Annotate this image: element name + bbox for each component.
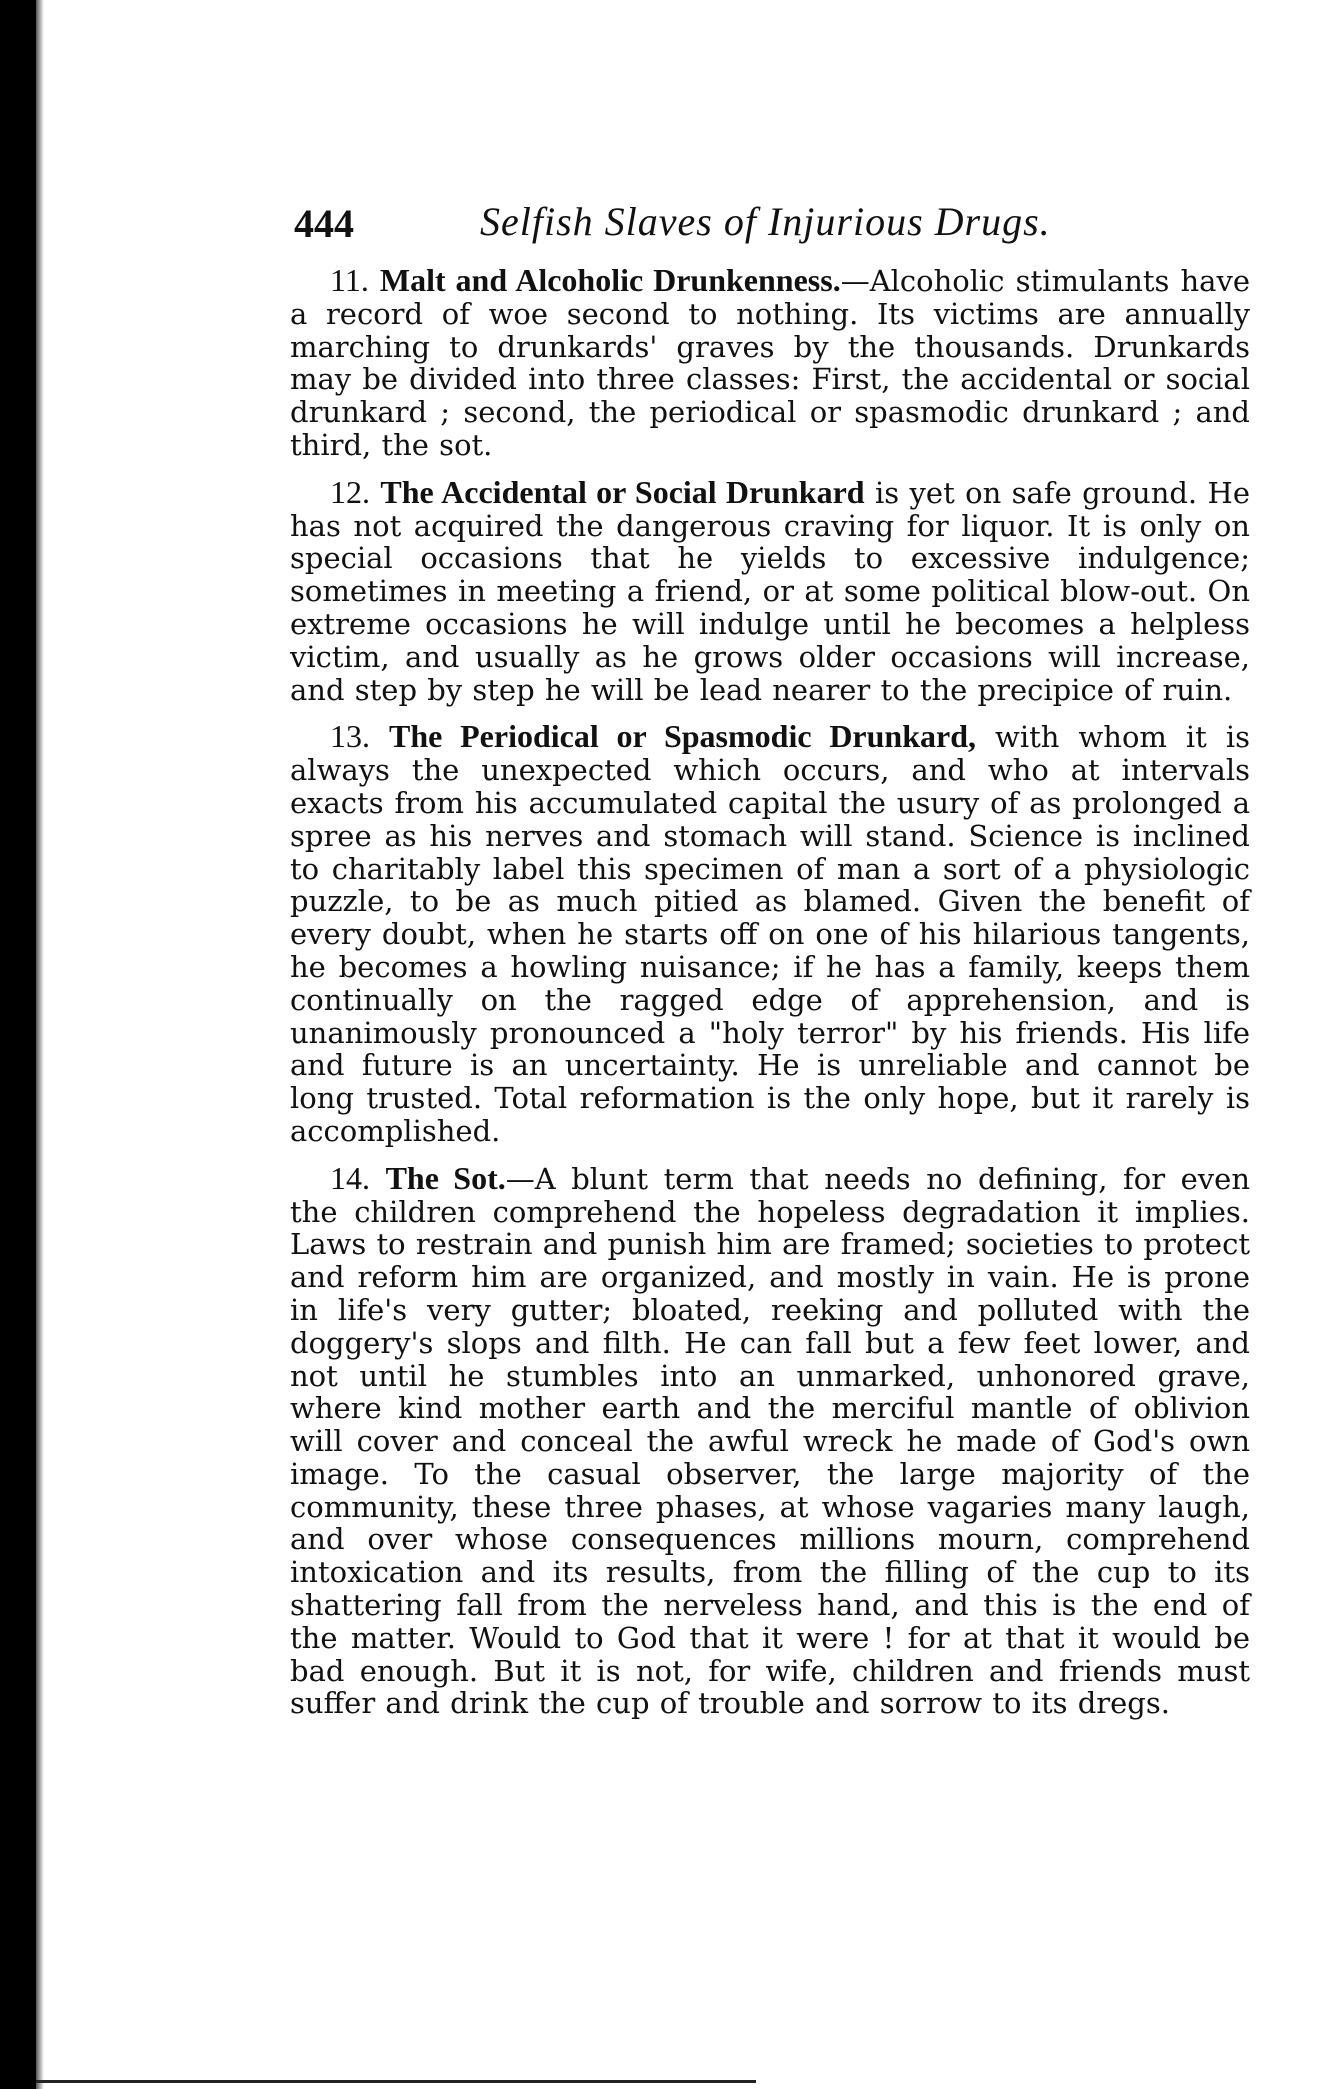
paragraph-12 [290,473,1251,707]
paragraph-heading: The Accidental or Social Drunkard [380,473,865,510]
paragraph-11 [290,264,1250,462]
page-bottom-edge [36,2080,756,2083]
paragraph-number: 14. [330,1159,370,1196]
book-spine-shadow [0,0,36,2089]
paragraph-body: —A blunt term that needs no defining, for even the children comprehend the hopeless degradation it implies. Laws to restrain and punish him are framed; societies to protect and reform him are organized, and mostly in vain. He is prone in life's very gutter; bloated, reeking and polluted with the doggery's slops and filth. He can fall but a few feet lower, and not until he stumbles into an unmarked, unhonored grave, where kind mother earth and the merciful mantle of oblivion will cover and conceal the awful wreck he made of God's own image. To the casual observer, the large majority of the community, these three phases, at whose vagaries many laugh, and over whose consequences millions mourn, comprehend intoxication and its results, from the filling of the cup to its shattering fall from the nerveless hand, and this is the end of the matter. Would to God that it were ! for at that it would be bad enough. But it is not, for wife, children and friends must suffer and drink the cup of trouble and sorrow to its dregs. [290,1161,1251,1721]
paragraph-body: with whom it is always the unexpected which occurs, and who at intervals exacts from his accumulated capital the usury of as prolonged a spree as his nerves and stomach will stand. Science is inclined to charitably label this specimen of man a sort of a physiologic puzzle, to be as much pitied as blamed. Given the benefit of every doubt, when he starts off on one of his hilarious tangents, he becomes a howling nuisance; if he has a family, keeps them continually on the ragged edge of apprehension, and is unanimously pronounced a "holy terror" by his friends. His life and future is an uncertainty. He is unreliable and cannot be long trusted. Total reformation is the only hope, but it rarely is accomplished. [290,720,1250,1148]
gutter-gradient [36,0,44,2089]
paragraph-number: 12. [330,473,370,510]
paragraph-heading: Malt and Alcoholic Drunkenness. [379,262,841,298]
paragraph-13 [290,720,1250,1147]
running-head [290,196,1250,256]
paragraph-number: 13. [330,718,370,755]
paragraph-body: is yet on safe ground. He has not acquired the dangerous craving for liquor. It is only on special occasions that he yields to excessive indulgence; sometimes in meeting a friend, or at some political blow-out. On extreme occasions he will indulge until he becomes a helpless victim, and usually as he grows older occasions will increase, and step by step he will be lead nearer to the precipice of ruin. [290,475,1251,707]
paragraph-heading: The Periodical or Spasmodic Drunkard, [389,718,977,755]
paragraph-number: 11. [330,262,369,298]
running-title: Selfish Slaves of Injurious Drugs. [480,199,1051,244]
page-number: 444 [294,201,354,246]
book-page [290,196,1250,1734]
paragraph-heading: The Sot. [385,1159,506,1196]
paragraph-body: —Alcoholic stimulants have a record of woe second to nothing. Its victims are annually marching to drunkards' graves by the thousands. Drunkards may be divided into three classes: First, the accidental or social drunkard ; second, the periodical or spasmodic drunkard ; and third, the sot. [290,264,1251,462]
paragraph-14 [290,1159,1251,1721]
